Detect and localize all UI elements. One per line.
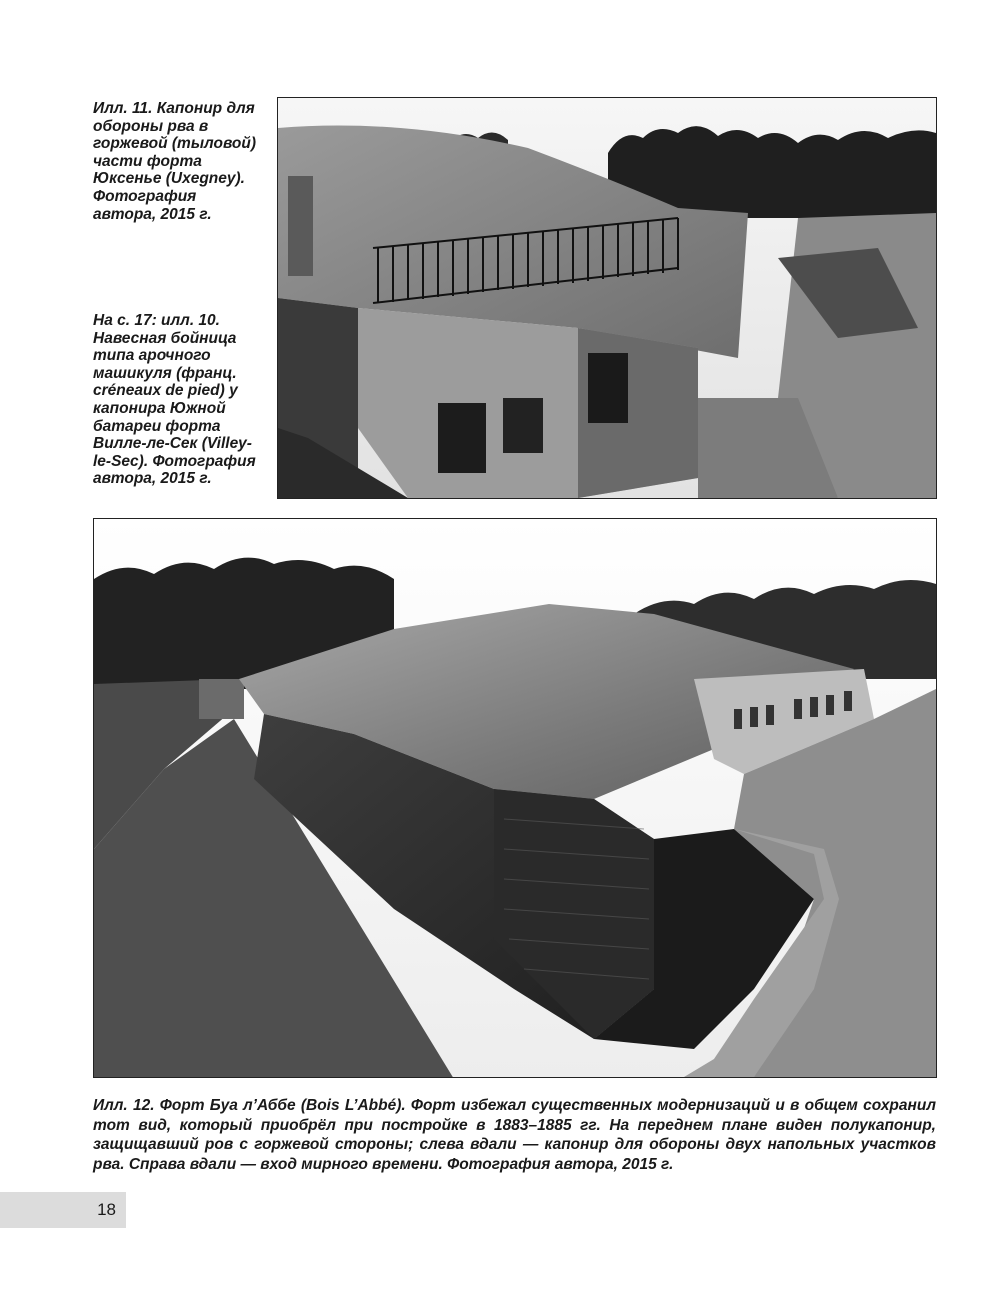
page-number: 18 <box>97 1200 116 1219</box>
photo-caponier-uxegney-drawing <box>278 98 936 498</box>
caption-ill-10: На с. 17: илл. 10. Навесная бойница типа арочного машикуля (франц. créneaux de pied) у капонира Южной батареи форта Вилле-ле-Сек (Villey-le-Sec). Фотография автора, 2015 г. <box>93 312 256 488</box>
photo-fort-bois-labbe <box>93 518 937 1078</box>
photo-fort-bois-labbe-drawing <box>94 519 936 1077</box>
photo-caponier-uxegney <box>277 97 937 499</box>
caption-ill-12: Илл. 12. Форт Буа л’Аббе (Bois L’Abbé). Форт избежал существенных модернизаций и в общем сохранил тот вид, который приобрёл при постройке в 1883–1885 гг. На переднем плане виден полукапонир, защищавший ров с горжевой стороны; слева вдали — капонир для обороны двух напольных участков рва. Справа вдали — вход мирного времени. Фотография автора, 2015 г. <box>93 1097 936 1173</box>
caption-ill-11: Илл. 11. Капонир для обороны рва в горжевой (тыловой) части форта Юксенье (Uxegney). Фотография автора, 2015 г. <box>93 100 257 223</box>
page-number-tab <box>0 1192 126 1228</box>
